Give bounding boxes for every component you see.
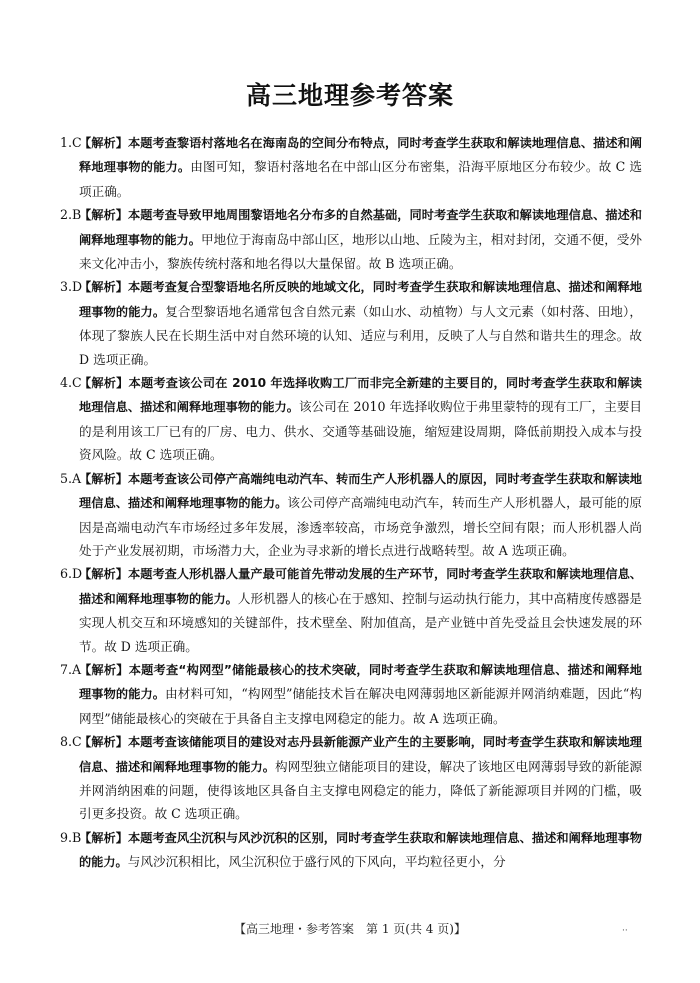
analysis-lead: 【解析】本题考查该储能项目的建设对志丹县新能源产业产生的主要影响，同时考查学生获取和解读地理信息、描述和阐释地理事物的能力。 [79, 735, 642, 774]
question-number: 6.D [60, 566, 83, 582]
question-number: 9.B [60, 829, 82, 845]
footer-mark: ·· [622, 926, 628, 936]
analysis-lead: 【解析】本题考查人形机器人量产最可能首先带动发展的生产环节，同时考查学生获取和解读地理信息、描述和阐释地理事物的能力。 [79, 567, 642, 606]
analysis-lead: 【解析】本题考查该公司在 2010 年选择收购工厂而非完全新建的主要目的，同时考查学生获取和解读地理信息、描述和阐释地理事物的能力。 [79, 376, 642, 415]
answer-item [62, 131, 642, 203]
question-number: 4.C [60, 375, 82, 391]
analysis-body: 复合型黎语地名通常包含自然元素（如山水、动植物）与人文元素（如村落、田地），体现了黎族人民在长期生活中对自然环境的认知、适应与利用，反映了人与自然和谐共生的理念。故 D 选项正确。 [79, 303, 643, 367]
analysis-body: 由图可知，黎语村落地名在中部山区分布密集，沿海平原地区分布较少。故 C 选项正确。 [79, 159, 642, 199]
analysis-lead: 【解析】本题考查风尘沉积与风沙沉积的区别，同时考查学生获取和解读地理信息、描述和阐释地理事物的能力。 [79, 830, 642, 870]
analysis-lead: 【解析】本题考查复合型黎语地名所反映的地域文化，同时考查学生获取和解读地理信息、描述和阐释地理事物的能力。 [79, 280, 642, 319]
answer-item [62, 826, 642, 875]
question-number: 1.C [60, 135, 82, 150]
analysis-body: 由材料可知，“构网型”储能技术旨在解决电网薄弱地区新能源并网消纳难题，因此“构网型”储能最核心的突破在于具备自主支撑电网稳定的能力。故 A 选项正确。 [79, 686, 642, 726]
answer-item [62, 203, 642, 275]
question-number: 3.D [60, 279, 83, 295]
analysis-body: 甲地位于海南岛中部山区，地形以山地、丘陵为主，相对封闭，交通不便，受外来文化冲击小，黎族传统村落和地名得以大量保留。故 B 选项正确。 [79, 231, 642, 272]
analysis-lead: 【解析】本题考查黎语村落地名在海南岛的空间分布特点，同时考查学生获取和解读地理信息、描述和阐释地理事物的能力。 [79, 136, 642, 175]
answer-item [62, 275, 642, 371]
answer-list [62, 131, 642, 875]
answer-item [62, 371, 642, 467]
answer-item [62, 658, 642, 730]
question-number: 2.B [60, 207, 82, 223]
page-title: 高三地理参考答案 [245, 81, 454, 110]
question-number: 7.A [60, 661, 82, 677]
answer-item [62, 562, 642, 658]
analysis-lead: 【解析】本题考查“构网型”储能最核心的技术突破，同时考查学生获取和解读地理信息、描述和阐释地理事物的能力。 [79, 662, 642, 702]
analysis-body: 构网型独立储能项目的建设，解决了该地区电网薄弱导致的新能源并网消纳困难的问题，使得该地区具备自主支撑电网稳定的能力，降低了新能源项目并网的门槛，吸引更多投资。故 C 选项正确。 [79, 758, 643, 822]
question-number: 8.C [60, 734, 82, 750]
analysis-body: 人形机器人的核心在于感知、控制与运动执行能力，其中高精度传感器是实现人机交互和环境感知的关键部件，技术壁垒、附加值高，是产业链中首先受益且会快速发展的环节。故 D 选项正确。 [79, 590, 643, 654]
answer-item [62, 730, 642, 826]
question-number: 5.A [60, 470, 82, 486]
analysis-lead: 【解析】本题考查导致甲地周围黎语地名分布多的自然基础，同时考查学生获取和解读地理信息、描述和阐释地理事物的能力。 [79, 208, 642, 247]
answer-item [62, 467, 642, 563]
analysis-lead: 【解析】本题考查该公司停产高端纯电动汽车、转而生产人形机器人的原因，同时考查学生获取和解读地理信息、描述和阐释地理事物的能力。 [79, 471, 642, 511]
analysis-body: 该公司停产高端纯电动汽车，转而生产人形机器人，最可能的原因是高端电动汽车市场经过多年发展，渗透率较高，市场竞争激烈，增长空间有限；而人形机器人尚处于产业发展初期，市场潜力大，企业为寻求新的增长点进行战略转型。故 A 选项正确。 [79, 495, 643, 558]
analysis-body: 与风沙沉积相比，风尘沉积位于盛行风的下风向，平均粒径更小，分 [127, 854, 506, 870]
analysis-body: 该公司在 2010 年选择收购位于弗里蒙特的现有工厂，主要目的是利用该工厂已有的厂房、电力、供水、交通等基础设施，缩短建设周期，降低前期投入成本与投资风险。故 C 选项正确。 [79, 399, 643, 463]
page-footer: 【高三地理・参考答案 第 1 页(共 4 页)】 [234, 922, 466, 936]
